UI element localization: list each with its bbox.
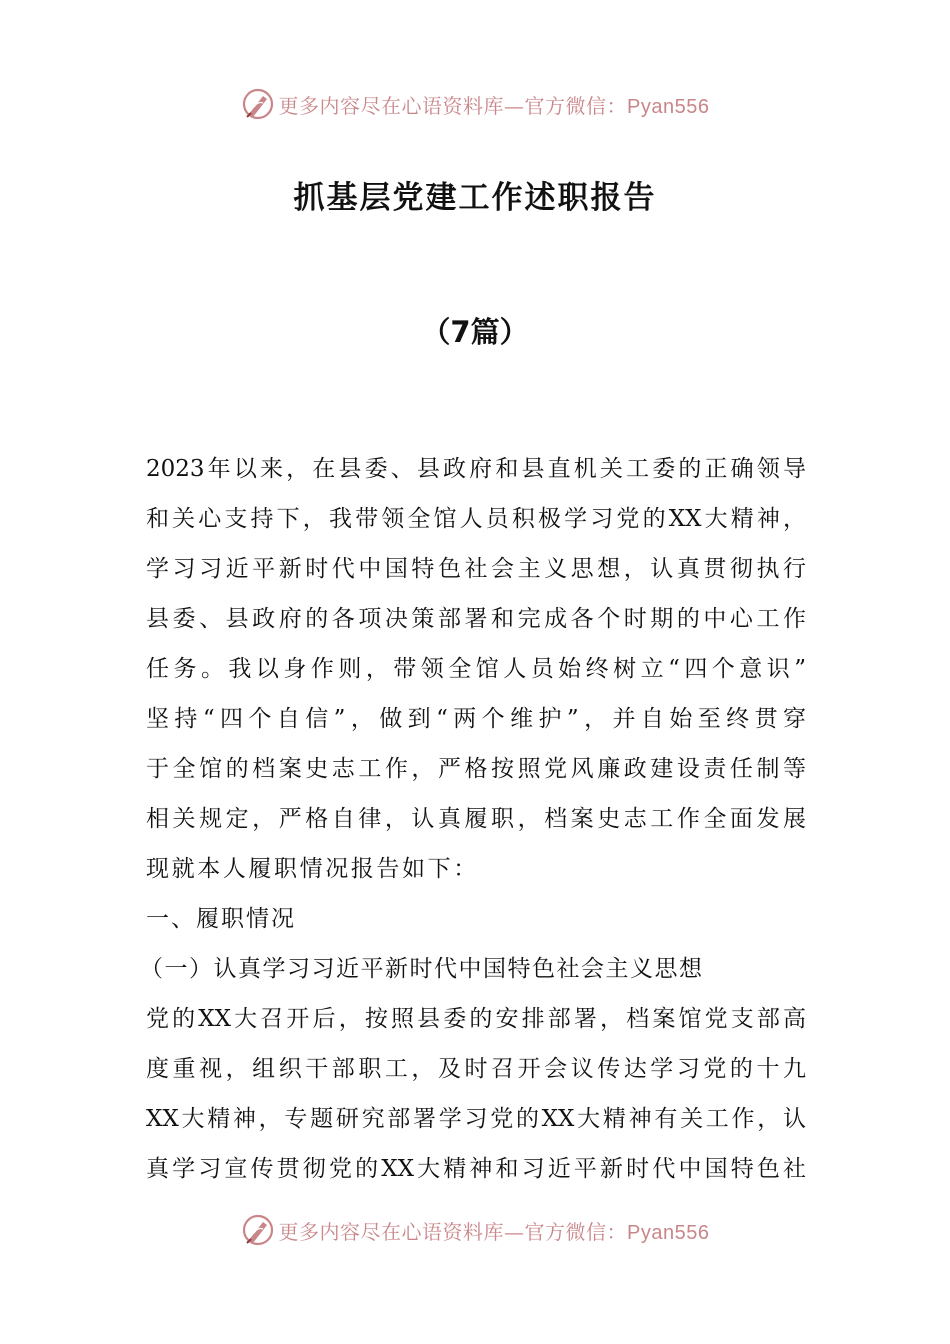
body-line: 于全馆的档案史志工作，严格按照党风廉政建设责任制等: [146, 756, 806, 782]
body-line: 真学习宣传贯彻党的XX大精神和习近平新时代中国特色社: [146, 1156, 806, 1182]
body-line: 党的XX大召开后，按照县委的安排部署，档案馆党支部高: [146, 1006, 806, 1032]
header-watermark: [0, 84, 950, 124]
body-line: 度重视，组织干部职工，及时召开会议传达学习党的十九: [146, 1056, 806, 1082]
body-line: 任务。我以身作则，带领全馆人员始终树立“四个意识”: [146, 656, 806, 682]
body-line: 县委、县政府的各项决策部署和完成各个时期的中心工作: [146, 606, 806, 632]
watermark-text: 更多内容尽在心语资料库—官方微信：Pyan556: [278, 93, 710, 118]
body-line: 2023年以来，在县委、县政府和县直机关工委的正确领导: [146, 456, 806, 482]
body-line: 学习习近平新时代中国特色社会主义思想，认真贯彻执行: [146, 556, 806, 582]
document-title: 抓基层党建工作述职报告: [293, 180, 657, 216]
footer-watermark: [0, 1210, 950, 1250]
document-body: [140, 444, 806, 1194]
section-heading: 一、履职情况: [146, 906, 296, 932]
body-line: XX大精神，专题研究部署学习党的XX大精神有关工作，认: [146, 1106, 806, 1132]
watermark-text: 更多内容尽在心语资料库—官方微信：Pyan556: [278, 1219, 710, 1244]
pen-logo-icon: [241, 87, 275, 121]
body-line: 和关心支持下，我带领全馆人员积极学习党的XX大精神，: [146, 506, 806, 532]
pen-logo-icon: [241, 1213, 275, 1247]
body-line: 相关规定，严格自律，认真履职，档案史志工作全面发展: [146, 806, 806, 832]
subsection-heading: （一）认真学习习近平新时代中国特色社会主义思想: [140, 956, 704, 982]
body-line: 现就本人履职情况报告如下：: [146, 856, 479, 882]
document-subtitle: （7篇）: [421, 315, 529, 349]
body-line: 坚持“四个自信”，做到“两个维护”，并自始至终贯穿: [146, 706, 806, 732]
